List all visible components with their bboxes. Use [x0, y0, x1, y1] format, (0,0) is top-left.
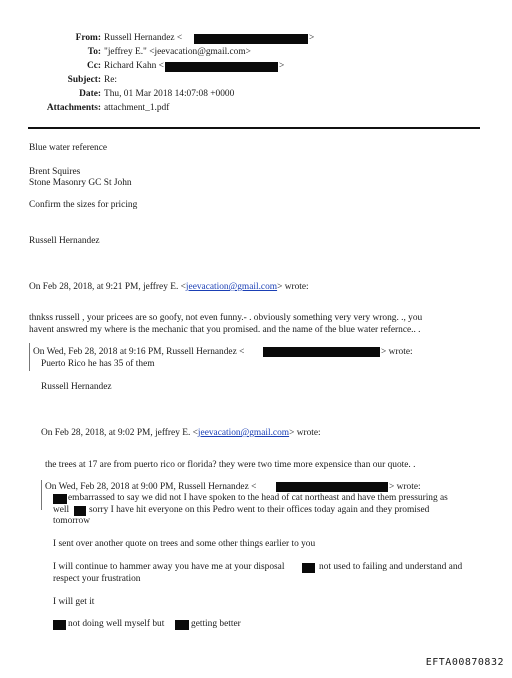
body-line: Brent Squires [29, 167, 81, 177]
quote-line: sorry I have hit everyone on this Pedro went to their offices today again and they promised [89, 505, 430, 515]
to-label: To: [87, 47, 101, 57]
attachment-link[interactable]: attachment_1.pdf [104, 103, 170, 113]
quote-header: On Wed, Feb 28, 2018 at 9:00 PM, Russell Hernandez < [45, 482, 257, 492]
cc-label: Cc: [86, 61, 101, 71]
quote-line: Puerto Rico he has 35 of them [41, 359, 155, 369]
cc-value: Richard Kahn < [104, 61, 164, 71]
subject-value: Re: [104, 75, 118, 85]
redaction-bar [53, 620, 66, 630]
body-line: Blue water reference [29, 143, 108, 153]
from-label: From: [75, 33, 101, 43]
quote-line: getting better [191, 619, 241, 629]
from-close: > [309, 33, 315, 43]
quote-line: tomorrow [53, 516, 90, 526]
quote-header-end: > wrote: [389, 482, 421, 492]
quote-line: I will continue to hammer away you have me at your disposal [53, 562, 285, 572]
quote-line: I will get it [53, 597, 95, 607]
quote-line: embarrassed to say we did not I have spoken to the head of cat northeast and have them pressuring as [68, 493, 448, 503]
quote-header: On Wed, Feb 28, 2018 at 9:16 PM, Russell Hernandez < [33, 347, 245, 357]
quote-bar [41, 480, 42, 510]
redaction-bar [194, 34, 308, 44]
quote-header: On Feb 28, 2018, at 9:21 PM, jeffrey E. <jeevacation@gmail.com> wrote: [29, 282, 309, 292]
redaction-bar [276, 482, 388, 492]
body-line: Stone Masonry GC St John [29, 178, 132, 188]
quote-line: respect your frustration [53, 574, 141, 584]
document-id: EFTA00870832 [425, 657, 504, 668]
redaction-bar [263, 347, 380, 357]
quote-line: not used to failing and understand and [319, 562, 463, 572]
quote-line: Russell Hernandez [41, 382, 112, 392]
quote-line: thnkss russell , your pricees are so goofy, not even funny.- . obviously something very very wrong. ., you [29, 313, 423, 323]
quote-line: havent answred my where is the mechanic that you promised. and the name of the blue water refernce.. . [29, 325, 421, 335]
date-value: Thu, 01 Mar 2018 14:07:08 +0000 [104, 89, 235, 99]
redaction-bar [53, 494, 67, 504]
from-value: Russell Hernandez < [104, 33, 183, 43]
to-value: "jeffrey E." <jeevacation@gmail.com> [104, 47, 251, 57]
body-line: Confirm the sizes for pricing [29, 200, 138, 210]
header-divider [28, 127, 480, 129]
quote-header: On Feb 28, 2018, at 9:02 PM, jeffrey E. <jeevacation@gmail.com> wrote: [41, 428, 321, 438]
redaction-bar [74, 506, 86, 516]
email-link[interactable]: jeevacation@gmail.com [185, 282, 278, 292]
quote-line: the trees at 17 are from puerto rico or florida? they were two time more expensice than our quote. . [45, 460, 416, 470]
quote-bar [29, 343, 30, 371]
attachments-label: Attachments: [46, 103, 101, 113]
redaction-bar [302, 563, 315, 573]
redaction-bar [175, 620, 189, 630]
signature: Russell Hernandez [29, 236, 100, 246]
cc-close: > [279, 61, 285, 71]
quote-line: well [53, 505, 70, 515]
quote-line: not doing well myself but [68, 619, 165, 629]
redaction-bar [165, 62, 278, 72]
quote-line: I sent over another quote on trees and some other things earlier to you [53, 539, 316, 549]
date-label: Date: [79, 89, 101, 99]
quote-header-end: > wrote: [381, 347, 413, 357]
email-link[interactable]: jeevacation@gmail.com [197, 428, 290, 438]
subject-label: Subject: [67, 75, 101, 85]
